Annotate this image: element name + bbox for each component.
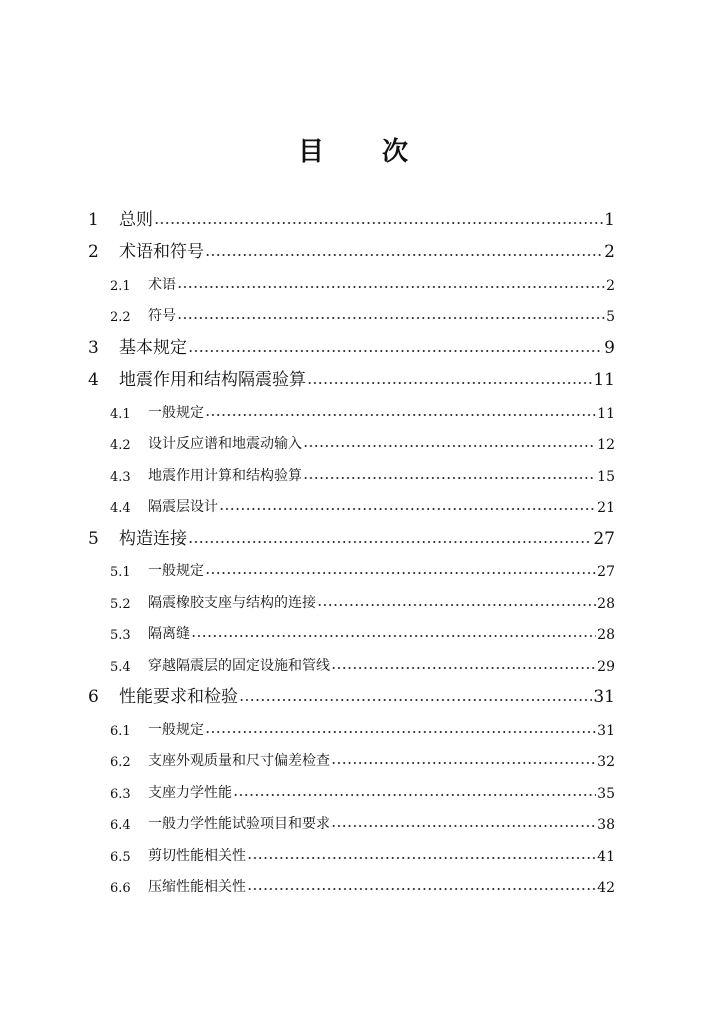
toc-section-entry[interactable] xyxy=(88,580,615,612)
toc-section-entry[interactable] xyxy=(88,865,615,897)
toc-entry-title: 总则 xyxy=(119,209,153,230)
toc-entry-title: 设计反应谱和地震动输入 xyxy=(148,436,302,452)
toc-entry-page-number: 28 xyxy=(597,595,615,612)
toc-entry-title: 术语 xyxy=(148,276,176,293)
toc-entry-number: 6.5 xyxy=(110,849,131,865)
toc-dot-leader xyxy=(219,508,596,510)
toc-entry-number: 6.6 xyxy=(110,881,131,896)
toc-dot-leader xyxy=(239,699,592,701)
toc-entry-number: 4.4 xyxy=(110,501,131,516)
toc-entry-title: 穿越隔震层的固定设施和管线 xyxy=(148,657,330,674)
toc-entry-number: 5.2 xyxy=(110,596,131,612)
toc-dot-leader xyxy=(154,222,603,224)
toc-dot-leader xyxy=(205,572,596,574)
toc-entry-number: 4.3 xyxy=(110,469,131,485)
toc-dot-leader xyxy=(307,382,592,384)
toc-entry-title: 隔震橡胶支座与结构的连接 xyxy=(148,594,316,611)
toc-entry-title: 一般规定 xyxy=(148,721,204,738)
toc-entry-title: 一般力学性能试验项目和要求 xyxy=(148,816,330,832)
toc-section-entry[interactable] xyxy=(88,262,615,294)
toc-entry-number: 3 xyxy=(88,337,99,358)
toc-chapter-entry[interactable] xyxy=(88,230,615,263)
toc-chapter-entry[interactable] xyxy=(88,197,615,230)
toc-dot-leader xyxy=(205,414,596,416)
toc-entry-page-number: 31 xyxy=(597,722,615,739)
toc-entry-number: 6 xyxy=(88,687,99,707)
toc-dot-leader xyxy=(247,857,596,859)
toc-entry-page-number: 41 xyxy=(597,848,615,865)
toc-entry-title: 剪切性能相关性 xyxy=(148,847,246,864)
toc-entry-title: 一般规定 xyxy=(148,404,204,421)
toc-dot-leader xyxy=(247,888,596,890)
toc-dot-leader xyxy=(177,286,605,288)
toc-section-entry[interactable] xyxy=(88,390,615,422)
toc-entry-number: 6.1 xyxy=(110,723,131,739)
toc-entry-title: 基本规定 xyxy=(119,337,187,358)
toc-entry-number: 5.3 xyxy=(110,628,131,643)
toc-entry-page-number: 35 xyxy=(597,785,615,802)
toc-entry-number: 4.1 xyxy=(110,406,131,422)
toc-entry-number: 2.2 xyxy=(110,310,131,325)
toc-dot-leader xyxy=(188,541,592,543)
toc-entry-page-number: 5 xyxy=(606,309,615,325)
toc-entry-title: 地震作用计算和结构验算 xyxy=(148,467,302,484)
toc-entry-page-number: 38 xyxy=(597,817,615,833)
toc-chapter-entry[interactable] xyxy=(88,675,615,708)
toc-dot-leader xyxy=(205,254,603,256)
toc-dot-leader xyxy=(317,604,596,606)
toc-entry-number: 5.4 xyxy=(110,659,131,675)
toc-dot-leader xyxy=(188,350,603,352)
toc-entry-title: 术语和符号 xyxy=(119,242,204,262)
toc-entry-page-number: 9 xyxy=(604,337,615,358)
toc-entry-number: 6.3 xyxy=(110,786,131,802)
toc-entry-page-number: 29 xyxy=(597,658,615,675)
toc-entry-number: 4.2 xyxy=(110,438,131,453)
toc-entry-page-number: 32 xyxy=(597,754,615,770)
toc-section-entry[interactable] xyxy=(88,549,615,581)
toc-entry-number: 4 xyxy=(88,370,99,390)
toc-section-entry[interactable] xyxy=(88,770,615,802)
toc-entry-title: 一般规定 xyxy=(148,563,204,579)
toc-dot-leader xyxy=(303,477,596,479)
toc-entry-title: 支座外观质量和尺寸偏差检查 xyxy=(148,753,330,769)
toc-chapter-entry[interactable] xyxy=(88,516,615,549)
toc-entry-number: 2 xyxy=(88,242,99,262)
toc-entry-page-number: 27 xyxy=(597,564,615,580)
toc-entry-title: 压缩性能相关性 xyxy=(148,879,246,895)
toc-entry-page-number: 27 xyxy=(593,528,615,549)
toc-entry-page-number: 28 xyxy=(597,627,615,643)
toc-entry-number: 1 xyxy=(88,209,99,230)
title-char-1: 目 xyxy=(297,137,324,167)
toc-entry-page-number: 42 xyxy=(597,880,615,896)
toc-entry-title: 隔震层设计 xyxy=(148,499,218,515)
toc-entry-page-number: 11 xyxy=(593,370,615,390)
toc-dot-leader xyxy=(331,762,596,764)
toc-entry-page-number: 21 xyxy=(597,500,615,516)
toc-dot-leader xyxy=(233,794,596,796)
toc-dot-leader xyxy=(331,667,596,669)
toc-entry-page-number: 31 xyxy=(593,687,615,707)
toc-entry-number: 2.1 xyxy=(110,278,131,294)
title-char-2: 次 xyxy=(382,137,409,167)
toc-entry-number: 6.4 xyxy=(110,818,131,833)
toc-entry-number: 6.2 xyxy=(110,755,131,770)
toc-section-entry[interactable] xyxy=(88,707,615,739)
toc-entry-number: 5.1 xyxy=(110,565,131,580)
toc-dot-leader xyxy=(177,317,605,319)
toc-entry-page-number: 2 xyxy=(604,242,615,262)
toc-dot-leader xyxy=(303,445,596,447)
toc-entry-title: 性能要求和检验 xyxy=(119,687,238,707)
page-title xyxy=(0,132,706,172)
toc-entry-title: 符号 xyxy=(148,308,176,324)
toc-entry-title: 构造连接 xyxy=(119,528,187,549)
toc-section-entry[interactable] xyxy=(88,833,615,865)
toc-entry-number: 5 xyxy=(88,528,99,549)
toc-section-entry[interactable] xyxy=(88,422,615,454)
toc-entry-title: 地震作用和结构隔震验算 xyxy=(119,370,306,390)
toc-section-entry[interactable] xyxy=(88,802,615,834)
toc-dot-leader xyxy=(331,825,596,827)
toc-entry-page-number: 15 xyxy=(597,468,615,485)
toc-entry-page-number: 11 xyxy=(597,405,615,422)
toc-section-entry[interactable] xyxy=(88,612,615,644)
toc-chapter-entry[interactable] xyxy=(88,358,615,391)
toc-section-entry[interactable] xyxy=(88,485,615,517)
table-of-contents xyxy=(88,197,615,896)
toc-entry-title: 隔离缝 xyxy=(148,626,190,642)
toc-section-entry[interactable] xyxy=(88,739,615,771)
toc-entry-page-number: 2 xyxy=(606,277,615,294)
toc-entry-page-number: 1 xyxy=(604,209,615,230)
toc-entry-title: 支座力学性能 xyxy=(148,784,232,801)
toc-section-entry[interactable] xyxy=(88,294,615,326)
toc-dot-leader xyxy=(205,731,596,733)
toc-entry-page-number: 12 xyxy=(597,437,615,453)
toc-section-entry[interactable] xyxy=(88,453,615,485)
toc-section-entry[interactable] xyxy=(88,643,615,675)
toc-dot-leader xyxy=(191,635,596,637)
toc-chapter-entry[interactable] xyxy=(88,325,615,358)
